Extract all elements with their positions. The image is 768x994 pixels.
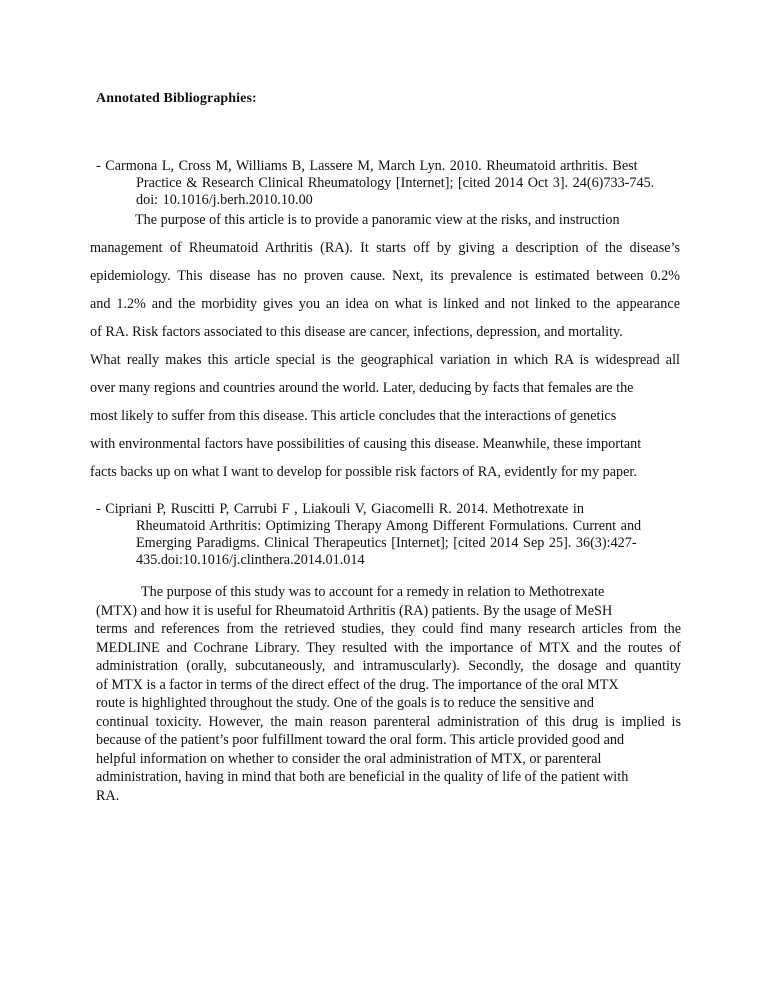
annotation-line: RA. xyxy=(96,787,120,804)
annotation-line: because of the patient’s poor fulfillment toward the oral form. This article provided good and xyxy=(96,732,625,748)
citation-carmona xyxy=(96,158,696,209)
citation-line: - Cipriani P, Ruscitti P, Carrubi F , Liakouli V, Giacomelli R. 2014. Methotrexate in xyxy=(96,501,584,517)
annotation-line: The purpose of this article is to provide a panoramic view at the risks, and instruction xyxy=(135,212,620,228)
annotation-line: and 1.2% and the morbidity gives you an idea on what is linked and not linked to the appearance xyxy=(90,296,680,312)
annotation-line: (MTX) and how it is useful for Rheumatoid Arthritis (RA) patients. By the usage of MeSH xyxy=(96,602,613,619)
annotation-line: MEDLINE and Cochrane Library. They resulted with the importance of MTX and the routes of xyxy=(96,639,681,656)
annotation-line: route is highlighted throughout the study. One of the goals is to reduce the sensitive and xyxy=(96,695,594,711)
annotation-line: of RA. Risk factors associated to this disease are cancer, infections, depression, and mortality. xyxy=(90,324,623,340)
page-title: Annotated Bibliographies: xyxy=(96,91,257,106)
annotation-line: continual toxicity. However, the main reason parenteral administration of this drug is implied is xyxy=(96,713,681,730)
citation-line: doi: 10.1016/j.berh.2010.10.00 xyxy=(136,192,313,208)
citation-line: Practice & Research Clinical Rheumatology [Internet]; [cited 2014 Oct 3]. 24(6)733-745. xyxy=(136,175,655,191)
citation-line: - Carmona L, Cross M, Williams B, Lassere M, March Lyn. 2010. Rheumatoid arthritis. Best xyxy=(96,158,638,174)
annotation-line: helpful information on whether to consider the oral administration of MTX, or parenteral xyxy=(96,750,602,767)
annotation-line: of MTX is a factor in terms of the direct effect of the drug. The importance of the oral MTX xyxy=(96,676,619,693)
annotation-line: management of Rheumatoid Arthritis (RA). It starts off by giving a description of the disease’s xyxy=(90,240,680,256)
annotation-line: What really makes this article special is the geographical variation in which RA is widespread all xyxy=(90,352,680,368)
annotation-line: administration (orally, subcutaneously, and intramuscularly). Secondly, the dosage and quantity xyxy=(96,658,681,674)
citation-line: 435.doi:10.1016/j.clinthera.2014.01.014 xyxy=(136,552,365,568)
annotation-line: The purpose of this study was to account for a remedy in relation to Methotrexate xyxy=(141,584,605,600)
citation-line: Rheumatoid Arthritis: Optimizing Therapy Among Different Formulations. Current and xyxy=(136,518,642,534)
annotation-line: most likely to suffer from this disease. This article concludes that the interactions of genetics xyxy=(90,408,617,424)
annotation-line: terms and references from the retrieved studies, they could find many research articles from the xyxy=(96,621,681,637)
annotation-line: epidemiology. This disease has no proven cause. Next, its prevalence is estimated between 0.2% xyxy=(90,268,680,284)
annotation-line: administration, having in mind that both are beneficial in the quality of life of the patient with xyxy=(96,769,629,785)
citation-line: Emerging Paradigms. Clinical Therapeutics [Internet]; [cited 2014 Sep 25]. 36(3):427- xyxy=(136,535,637,551)
annotation-line: with environmental factors have possibilities of causing this disease. Meanwhile, these important xyxy=(90,436,642,452)
annotation-line: over many regions and countries around the world. Later, deducing by facts that females are the xyxy=(90,380,634,396)
annotation-line: facts backs up on what I want to develop for possible risk factors of RA, evidently for my paper. xyxy=(90,464,637,480)
citation-cipriani xyxy=(96,501,696,569)
